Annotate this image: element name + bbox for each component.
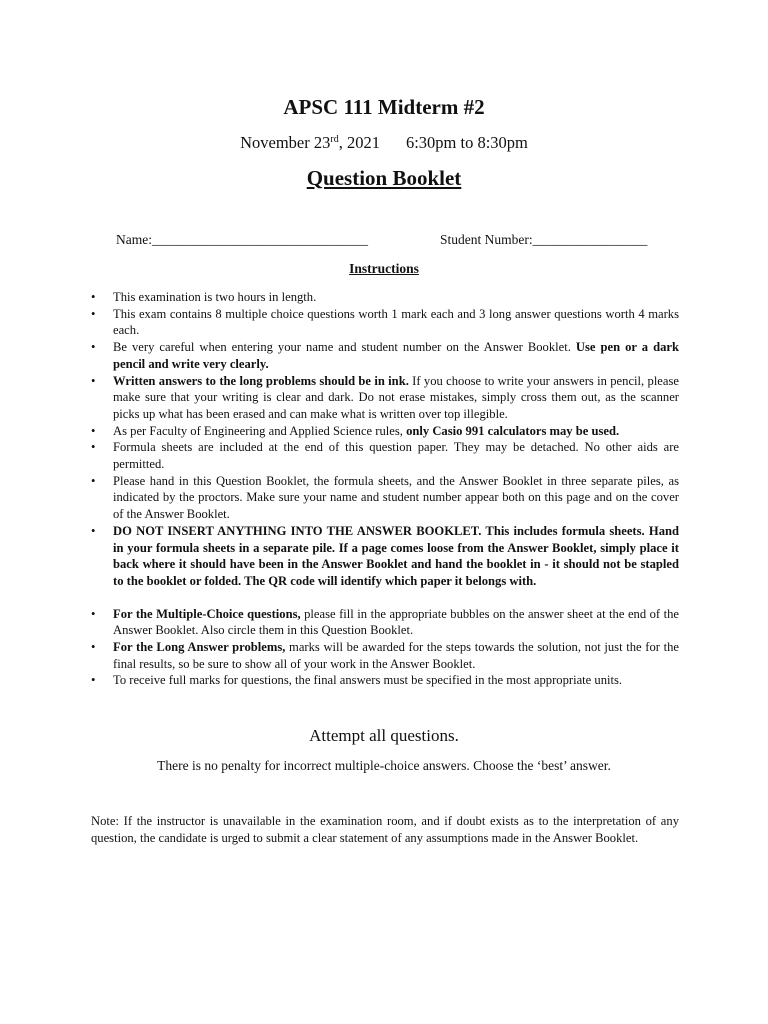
instruction-item: • To receive full marks for questions, the final answers must be specified in the most appropriate units. [91, 672, 679, 689]
instruction-item: • DO NOT INSERT ANYTHING INTO THE ANSWER BOOKLET. This includes formula sheets. Hand in your formula sheets in a separate pile. If a page comes loose from the Answer Booklet, simply place it back where it should have been in the Answer Booklet and hand the booklet in - it should not be stapled to the booklet or folded. The QR code will identify which paper it belongs with. [91, 523, 679, 590]
student-number-field [440, 232, 647, 248]
instruction-item: • Formula sheets are included at the end of this question paper. They may be detached. No other aids are permitted. [91, 439, 679, 472]
instruction-item: • As per Faculty of Engineering and Applied Science rules, only Casio 991 calculators may be used. [91, 423, 679, 440]
date-ordinal-suffix: rd [330, 134, 339, 145]
exam-date-time [0, 133, 768, 153]
instruction-item: • For the Long Answer problems, marks will be awarded for the steps towards the solution, not just the for the final results, so be sure to show all of your work in the Answer Booklet. [91, 639, 679, 672]
instructions-heading: Instructions [349, 261, 419, 276]
instructor-note: Note: If the instructor is unavailable in the examination room, and if doubt exists as to the interpretation of any question, the candidate is urged to submit a clear statement of any assumptions made in the Answer Booklet. [91, 814, 679, 845]
exam-time: 6:30pm to 8:30pm [405, 133, 528, 152]
instruction-item: • This exam contains 8 multiple choice questions worth 1 mark each and 3 long answer questions worth 4 marks each. [91, 306, 679, 339]
page-title: APSC 111 Midterm #2 [283, 95, 485, 119]
penalty-note: There is no penalty for incorrect multiple-choice answers. Choose the ‘best’ answer. [157, 758, 611, 773]
instruction-item: • Be very careful when entering your name and student number on the Answer Booklet. Use pen or a dark pencil and write very clearly. [91, 339, 679, 372]
instructions-list [91, 289, 679, 689]
name-blank-line: ________________________________ [152, 232, 368, 247]
name-field [116, 232, 368, 248]
name-label: Name: [116, 232, 152, 247]
student-number-blank-line: _________________ [532, 232, 648, 247]
exam-date: November 23 [240, 133, 331, 152]
booklet-title: Question Booklet [306, 166, 462, 190]
instruction-item: • For the Multiple-Choice questions, please fill in the appropriate bubbles on the answer sheet at the end of the Answer Booklet. Also circle them in this Question Booklet. [91, 606, 679, 639]
instruction-item: • This examination is two hours in length. [91, 289, 679, 306]
instruction-item: • Please hand in this Question Booklet, the formula sheets, and the Answer Booklet in three separate piles, as indicated by the proctors. Make sure your name and student number appear both on this page and on the cover of the Answer Booklet. [91, 473, 679, 523]
instruction-item: • Written answers to the long problems should be in ink. If you choose to write your answers in pencil, please make sure that your writing is clear and dark. Do not erase mistakes, simply cross them out, as the scanner picks up what has been erased and can make what is written over top illegible. [91, 373, 679, 423]
student-number-label: Student Number: [440, 232, 533, 247]
attempt-all-heading: Attempt all questions. [309, 726, 459, 745]
exam-year: , 2021 [338, 133, 380, 152]
